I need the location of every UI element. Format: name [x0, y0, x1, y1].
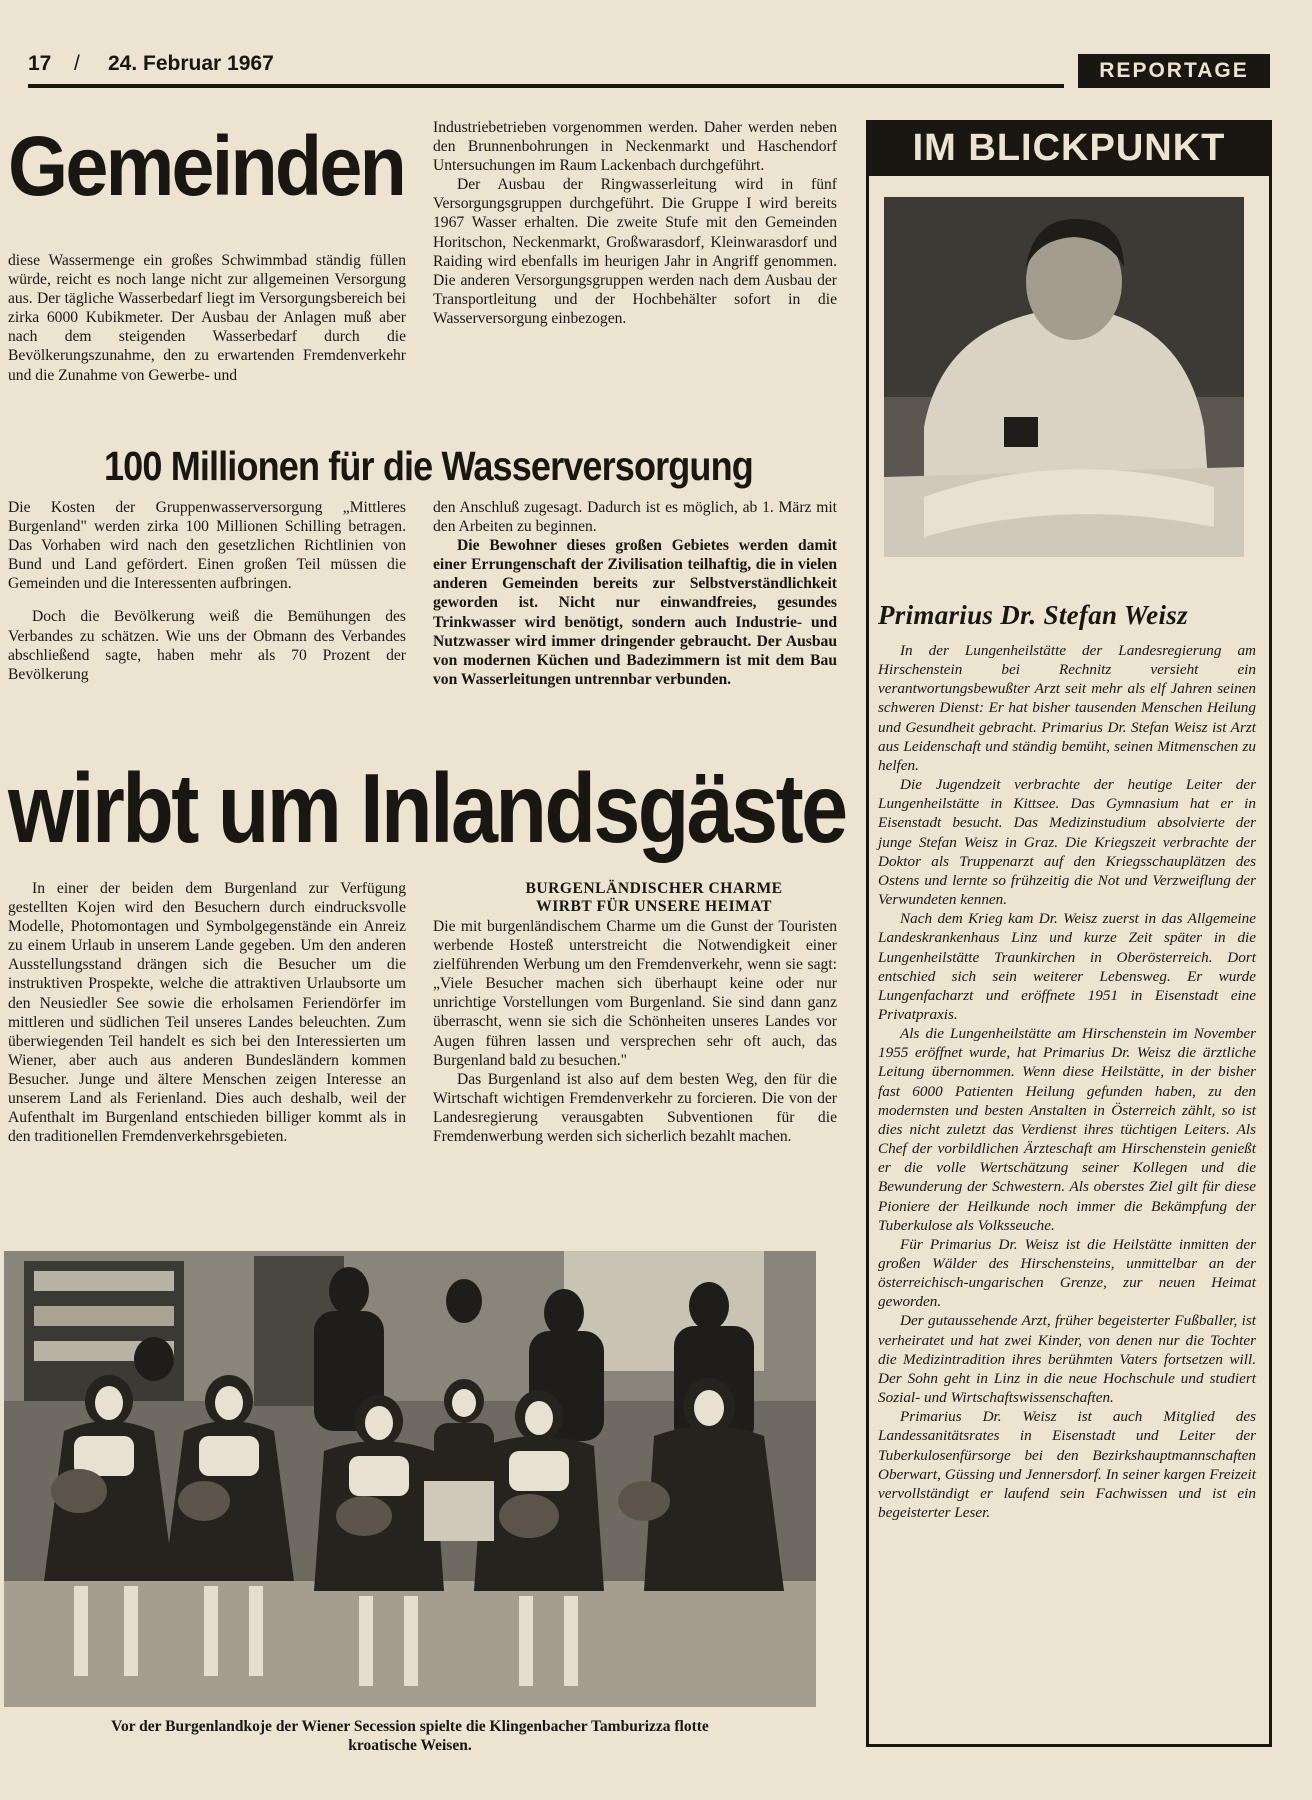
page-number: 17: [28, 52, 52, 75]
sidebar-title: IM BLICKPUNKT: [866, 120, 1272, 176]
headline-inlandsgaeste: wirbt um Inlandsgäste: [8, 753, 846, 863]
paragraph: Die Kosten der Gruppenwasserversorgung „Mittleres Burgenland" werden zirka 100 Millionen Schilling betragen. Das Vorhaben wird nach den gesetzlichen Richtlinien von Bund und Land gefördert. Einen großen Teil müssen die Gemeinden und die Interessenten aufbringen.: [8, 499, 406, 593]
header-rule: [28, 84, 1064, 88]
paragraph: den Anschluß zugesagt. Dadurch ist es möglich, ab 1. März mit den Arbeiten zu beginnen.: [433, 499, 837, 536]
article3-right-column: [433, 917, 837, 1146]
subheading: [474, 880, 834, 916]
header-separator: /: [74, 52, 80, 75]
caption-line: Vor der Burgenlandkoje der Wiener Secession spielte die Klingenbacher Tamburizza flotte: [111, 1718, 709, 1735]
paragraph: Die Jugendzeit verbrachte der heutige Leiter der Lungenheilstätte in Kittsee. Das Gymnasium hat er in Eisenstadt besucht. Das Medizinstudium absolvierte der junge Stefan Weisz in Graz. Die Kriegszeit verbrachte der Doktor als Truppenarzt auf den Kriegsschauplätzen des Ostens und lernte so frühzeitig die Not und Verzweiflung der Verwundeten kennen.: [878, 776, 1256, 909]
article1-right-column: [433, 118, 837, 328]
portrait-photo: [884, 197, 1244, 557]
article3-left-column: [8, 879, 406, 1146]
portrait-image: [884, 197, 1244, 557]
article2-left-column: [8, 498, 406, 684]
paragraph: Doch die Bevölkerung weiß die Bemühungen des Verbandes zu schätzen. Wie uns der Obmann des Verbandes abschließend sagte, haben mehr als 70 Prozent der Bevölkerung: [8, 608, 406, 683]
paragraph: Das Burgenland ist also auf dem besten Weg, den für die Wirtschaft wichtigen Fremdenverkehr zu forcieren. Die von der Landesregierung verausgabten Subventionen für die Fremdenwerbung werden sich sicherlich bezahlt machen.: [433, 1070, 837, 1146]
paragraph: Als die Lungenheilstätte am Hirschenstein im November 1955 eröffnet wurde, hat Primarius Dr. Weisz die ärztliche Leitung übernommen. Wenn diese Heilstätte, in der bisher fast 6000 Patienten Heilung gefunden haben, zu den modernsten und besten Anstalten in Österreich zählt, so ist dies nicht zuletzt das Verdienst ihres tüchtigen Leiters. Als Chef der vorbildlichen Ärzteschaft am Hirschenstein genießt er die volle Wertschätzung seiner Kollegen und die Bewunderung der Schwestern. Als oberstes Ziel gilt für diese Pioniere der Heilkunde noch immer die Bekämpfung der Tuberkulose als Volksseuche.: [878, 1025, 1256, 1234]
issue-date: 24. Februar 1967: [108, 52, 274, 75]
headline-wasserversorgung: 100 Millionen für die Wasserversorgung: [104, 443, 753, 489]
paragraph: Die mit burgenländischem Charme um die Gunst der Touristen werbende Hosteß unterstreicht die Notwendigkeit einer zielführenden Werbung um den Fremdenverkehr, wenn sie sagt: „Viele Besucher machen sich überhaupt keine oder nur unrichtige Vorstellungen vom Burgenland. Sie sind dann ganz überrascht, wenn sie sich die Schönheiten unseres Landes vor Augen führen lassen und versprechen sehr oft auch, das Burgenland bald zu besuchen.": [433, 918, 837, 1069]
section-rubric: REPORTAGE: [1078, 54, 1270, 88]
paragraph-bold: Die Bewohner dieses großen Gebietes werden damit einer Errungenschaft der Zivilisation teilhaftig, die in vielen anderen Gemeinden bereits zur Selbstverständlichkeit geworden ist. Nicht nur einwandfreies, gesundes Trinkwasser wird benötigt, sondern auch Industrie- und Nutzwasser wird immer dringender gebraucht. Der Ausbau von modernen Küchen und Badezimmern ist mit dem Bau von Wasserleitungen untrennbar verbunden.: [433, 537, 837, 688]
paragraph: Primarius Dr. Weisz ist auch Mitglied des Landessanitätsrates in Eisenstadt und Leiter der Tuberkulosenfürsorge bei den Bezirkshauptmannschaften Oberwart, Güssing und Jennersdorf. In seiner kargen Freizeit vervollständigt er laufend sein Fachwissen und ist ein begeisterter Leser.: [878, 1408, 1256, 1522]
caption-line: kroatische Weisen.: [348, 1737, 472, 1754]
photo-caption: [4, 1717, 816, 1755]
paragraph: Nach dem Krieg kam Dr. Weisz zuerst in das Allgemeine Landeskrankenhaus Linz und kurze Zeit später in die Lungenheilstätte Traunkirchen in Oberösterreich. Dort entschied sich sein weiterer Lebensweg. Er wurde Lungenfacharzt und eröffnete 1951 in Eisenstadt eine Privatpraxis.: [878, 910, 1256, 1023]
person-name: Primarius Dr. Stefan Weisz: [878, 600, 1188, 630]
headline-gemeinden: Gemeinden: [8, 119, 405, 213]
photo-tamburizza-group: [4, 1251, 816, 1707]
sidebar-text: [878, 641, 1256, 1522]
paragraph: Der Ausbau der Ringwasserleitung wird in fünf Versorgungsgruppen durchgeführt. Die Gruppe I wird bereits 1967 Wasser erhalten. Die zweite Stufe mit den Gemeinden Horitschon, Neckenmarkt, Großwarasdorf, Kleinwarasdorf und Raiding wird ebenfalls im heurigen Jahr in Angriff genommen. Die anderen Versorgungsgruppen werden nach dem Ausbau der Transportleitung und der Hochbehälter sofort in die Wasserversorgung einbezogen.: [433, 176, 837, 327]
subheading-line: BURGENLÄNDISCHER CHARME: [525, 880, 783, 897]
paragraph: Industriebetrieben vorgenommen werden. Daher werden neben den Brunnenbohrungen in Neckenmarkt und Haschendorf Untersuchungen im Raum Lackenbach durchgeführt.: [433, 119, 837, 175]
article1-left-column: [8, 251, 406, 385]
paragraph: Der gutaussehende Arzt, früher begeisterter Fußballer, ist verheiratet und hat zwei Kinder, von denen nur die Tochter die Medizintradition ihres berühmten Vaters fortsetzen will. Der Sohn geht in Linz in die neue Hochschule und studiert Sozial- und Wirtschaftswissenschaften.: [878, 1312, 1256, 1407]
paragraph: Für Primarius Dr. Weisz ist die Heilstätte inmitten der großen Wälder des Hirschensteins, unmittelbar an der österreichisch-ungarischen Grenze, zur neuen Heimat geworden.: [878, 1235, 1256, 1311]
subheading-line: WIRBT FÜR UNSERE HEIMAT: [536, 898, 772, 915]
paragraph: diese Wassermenge ein großes Schwimmbad ständig füllen würde, reicht es noch lange nicht zur allgemeinen Versorgung aus. Der tägliche Wasserbedarf liegt im Versorgungsbereich bei zirka 6000 Kubikmeter. Der Ausbau der Anlagen muß aber nach dem steigenden Wasserbedarf durch die Bevölkerungszunahme, den zu erwartenden Fremdenverkehr und die Zunahme von Gewerbe- und: [8, 252, 406, 384]
paragraph: In der Lungenheilstätte der Landesregierung am Hirschenstein bei Rechnitz versieht ein verantwortungsbewußter Arzt seit mehr als elf Jahren seinen schweren Dienst: Er hat bisher tausenden Menschen Heilung und Gesundheit gebracht. Primarius Dr. Stefan Weisz ist Arzt aus Leidenschaft und ständig bemüht, seinen Mitmenschen zu helfen.: [878, 642, 1256, 774]
paragraph: In einer der beiden dem Burgenland zur Verfügung gestellten Kojen wird den Besuchern durch eindrucksvolle Modelle, Photomontagen und Symbolgegenstände ein Anreiz zu einem Urlaub in unserem Lande gegeben. Um den anderen Ausstellungsstand drängen sich die Besucher um die instruktiven Prospekte, welche die attraktiven Urlaubsorte um den Neusiedler See sowie die erholsamen Feriendörfer im mittleren und südlichen Teil unseres Landes beleuchten. Zum überwiegenden Teil handelt es sich bei den Interessierten um Wiener, aber auch aus anderen Bundesländern kommen Besucher. Junge und ältere Menschen zeigen Interesse an unserem Land als Ferienland. Dies auch deshalb, weil der Aufenthalt im Burgenland entschieden billiger kommt als in den traditionellen Fremdenverkehrsgebieten.: [8, 880, 406, 1146]
article2-right-column: [433, 498, 837, 689]
photo-image: [4, 1251, 816, 1707]
